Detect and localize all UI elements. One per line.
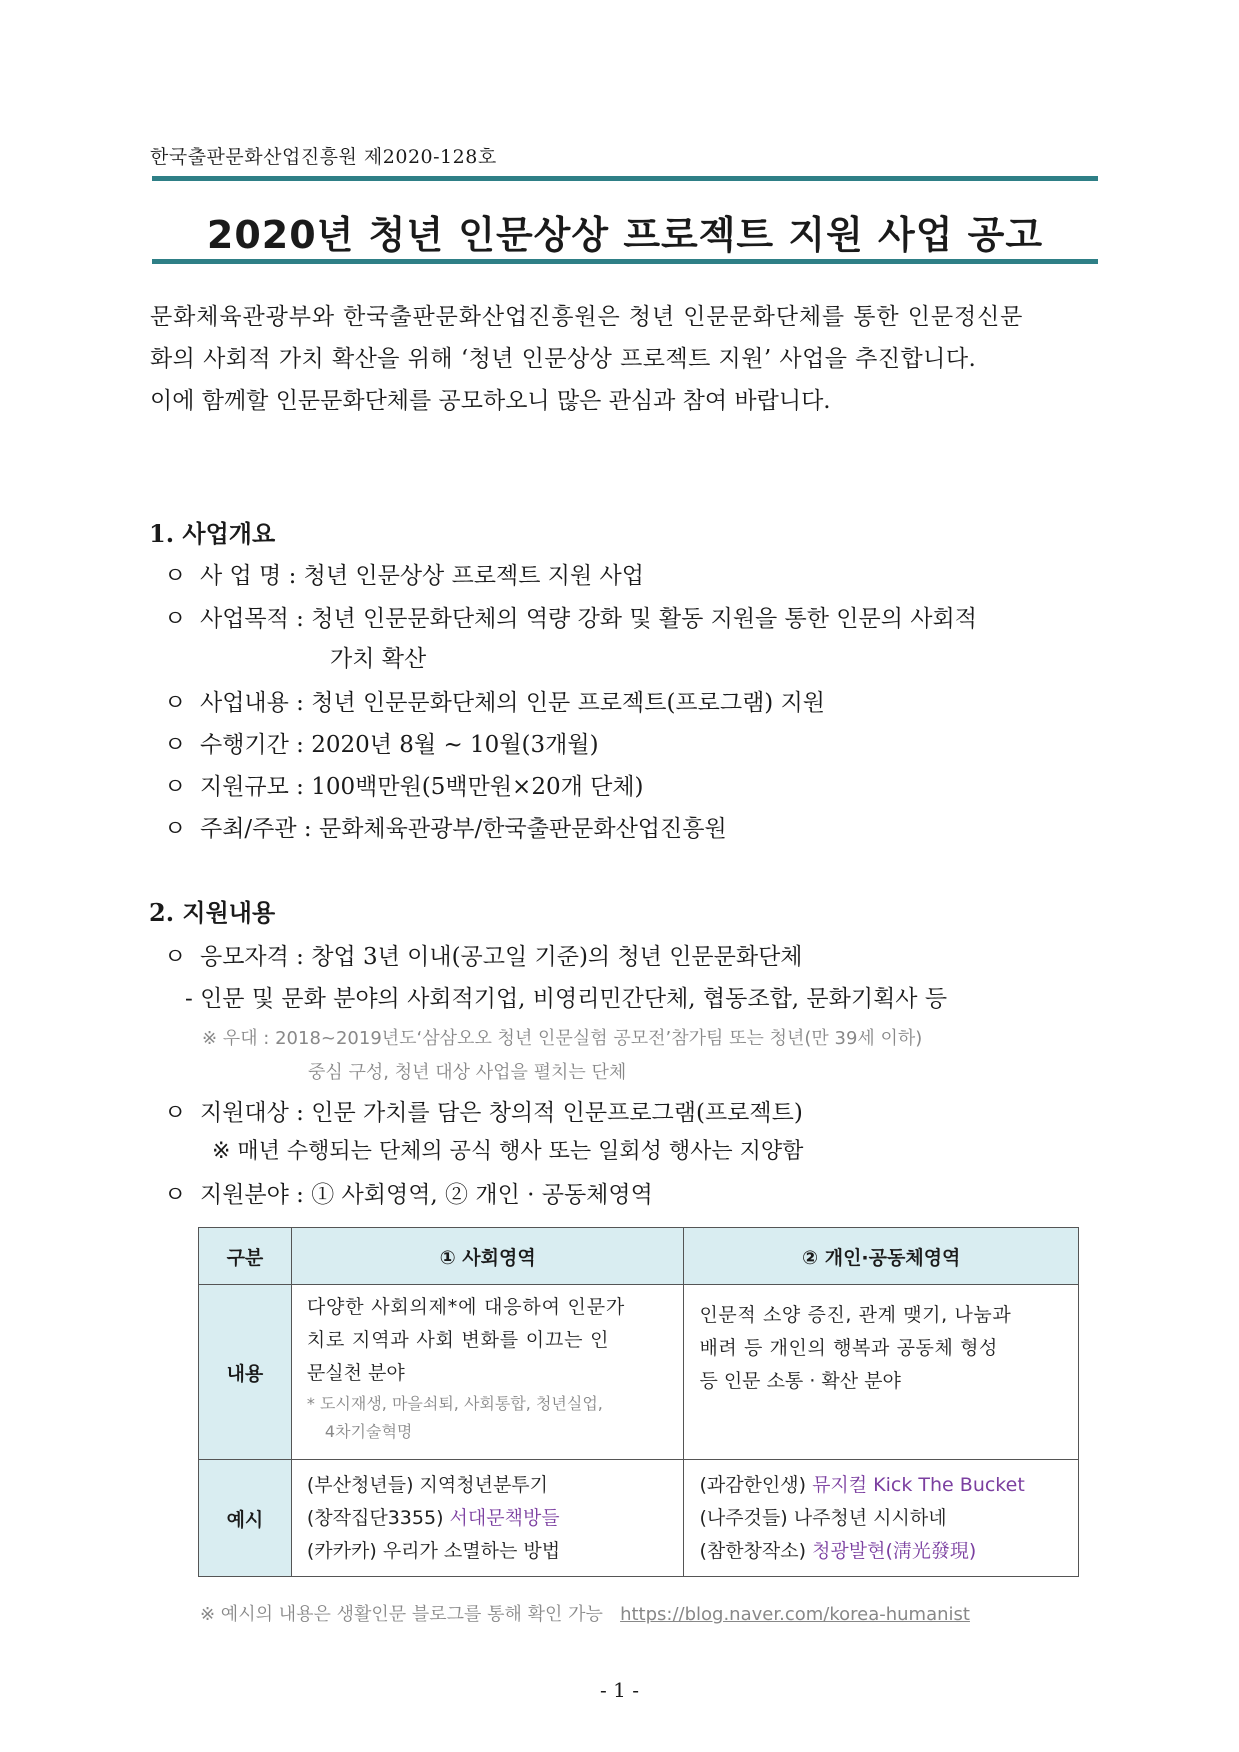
header-category: 구분 [199, 1228, 292, 1285]
support-fields-table [198, 1227, 1079, 1577]
example-item: (과감한인생) 뮤지컬 Kick The Bucket [699, 1473, 1025, 1496]
personal-content: 인문적 소양 증진, 관계 맺기, 나눔과 배려 등 개인의 행복과 공동체 형성 등 인문 소통 · 확산 분야 [699, 1304, 1012, 1392]
row-label-content: 내용 [199, 1285, 292, 1460]
intro-line: 이에 함께할 인문문화단체를 공모하오니 많은 관심과 참여 바랍니다. [150, 388, 831, 414]
issue-number: 한국출판문화산업진흥원 제2020-128호 [150, 146, 497, 168]
project-period: 수행기간 : 2020년 8월 ~ 10월(3개월) [200, 732, 599, 758]
social-examples [293, 1469, 683, 1568]
bullet-icon: ㅇ [164, 563, 187, 589]
eligibility-detail: - 인문 및 문화 분야의 사회적기업, 비영리민간단체, 협동조합, 문화기획사 등 [185, 986, 948, 1012]
project-content: 사업내용 : 청년 인문문화단체의 인문 프로젝트(프로그램) 지원 [200, 690, 826, 716]
header-social: ① 사회영역 [291, 1228, 684, 1285]
bullet-icon: ㅇ [164, 732, 187, 758]
bullet-icon: ㅇ [164, 1100, 187, 1126]
bullet-icon: ㅇ [164, 606, 187, 632]
preference-note-cont: 중심 구성, 청년 대상 사업을 펼치는 단체 [308, 1062, 627, 1083]
project-purpose-cont: 가치 확산 [330, 646, 427, 672]
bullet-icon: ㅇ [164, 944, 187, 970]
table-row-content [199, 1285, 1079, 1460]
social-footnote: * 도시재생, 마을쇠퇴, 사회통합, 청년실업, [306, 1394, 603, 1413]
social-content: 다양한 사회의제*에 대응하여 인문가 치로 지역과 사회 변화를 이끄는 인 문실천 분야 * 도시재생, 마을쇠퇴, 사회통합, 청년실업, 4차기술혁명 [293, 1291, 683, 1446]
intro-paragraph [150, 296, 1098, 422]
intro-line: 화의 사회적 가치 확산을 위해 ‘청년 인문상상 프로젝트 지원’ 사업을 추진합니다. [150, 346, 977, 372]
top-rule [152, 176, 1098, 181]
project-purpose: 사업목적 : 청년 인문문화단체의 역량 강화 및 활동 지원을 통한 인문의 사회적 [200, 606, 977, 632]
table-row-examples [199, 1460, 1079, 1577]
intro-line: 문화체육관광부와 한국출판문화산업진흥원은 청년 인문문화단체를 통한 인문정신문 [150, 304, 1024, 330]
table-header-row [199, 1228, 1079, 1285]
project-name: 사 업 명 : 청년 인문상상 프로젝트 지원 사업 [200, 563, 644, 589]
project-host: 주최/주관 : 문화체육관광부/한국출판문화산업진흥원 [200, 816, 727, 842]
header-personal: ② 개인·공동체영역 [684, 1228, 1079, 1285]
social-footnote-cont: 4차기술혁명 [324, 1422, 413, 1441]
support-fields: 지원분야 : ① 사회영역, ② 개인 · 공동체영역 [200, 1182, 653, 1208]
page-title: 2020년 청년 인문상상 프로젝트 지원 사업 공고 [206, 213, 1044, 257]
blog-link[interactable]: https://blog.naver.com/korea-humanist [620, 1604, 970, 1625]
bullet-icon: ㅇ [164, 816, 187, 842]
preference-note: ※ 우대 : 2018~2019년도‘삼삼오오 청년 인문실험 공모전’참가팀 또는 청년(만 39세 이하) [202, 1028, 923, 1049]
bullet-icon: ㅇ [164, 690, 187, 716]
support-target: 지원대상 : 인문 가치를 담은 창의적 인문프로그램(프로젝트) [200, 1100, 803, 1126]
bullet-icon: ㅇ [164, 1182, 187, 1208]
example-item: (나주것들) 나주청년 시시하네 [699, 1506, 947, 1529]
example-item: (부산청년들) 지역청년분투기 [306, 1473, 549, 1496]
project-scale: 지원규모 : 100백만원(5백만원×20개 단체) [200, 774, 644, 800]
footnote [200, 1600, 970, 1626]
eligibility: 응모자격 : 창업 3년 이내(공고일 기준)의 청년 인문문화단체 [200, 944, 803, 970]
example-item: (카카카) 우리가 소멸하는 방법 [306, 1539, 561, 1562]
bottom-rule [152, 259, 1098, 264]
section-2-heading: 2. 지원내용 [149, 898, 276, 927]
personal-examples [685, 1469, 1077, 1568]
example-item: (창작집단3355) 서대문책방들 [306, 1506, 560, 1529]
section-1-heading: 1. 사업개요 [149, 519, 276, 548]
example-item: (참한창작소) 청광발현(淸光發現) [699, 1539, 977, 1562]
target-note: ※ 매년 수행되는 단체의 공식 행사 또는 일회성 행사는 지양함 [212, 1139, 804, 1164]
page-number: - 1 - [600, 1678, 639, 1702]
bullet-icon: ㅇ [164, 774, 187, 800]
row-label-examples: 예시 [199, 1460, 292, 1577]
footnote-text: ※ 예시의 내용은 생활인문 블로그를 통해 확인 가능 [200, 1604, 603, 1625]
